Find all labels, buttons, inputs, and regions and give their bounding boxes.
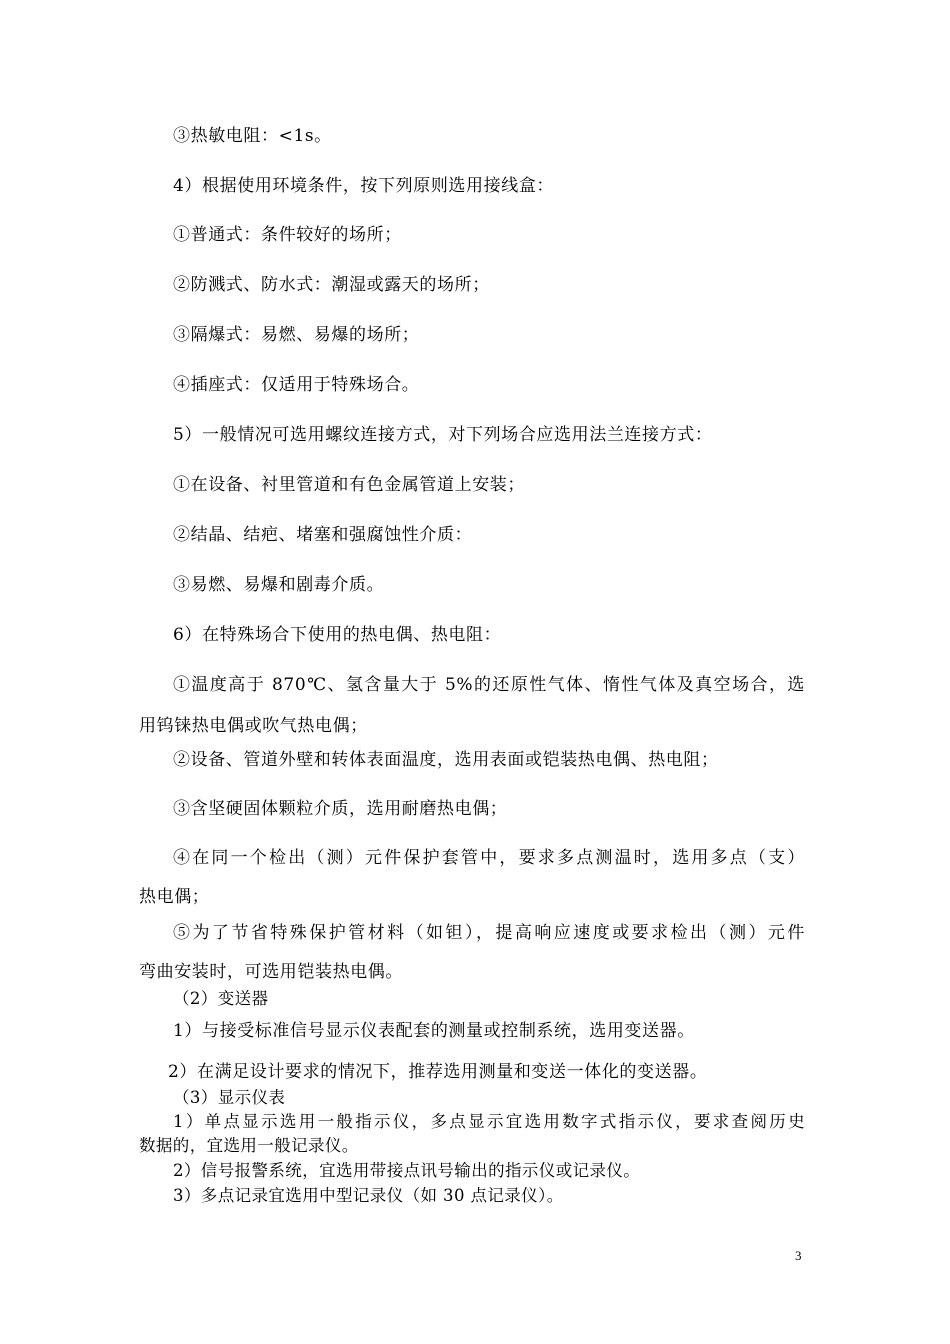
paragraph-line: ③热敏电阻：<1s。	[173, 126, 332, 146]
paragraph-line: 1）与接受标准信号显示仪表配套的测量或控制系统，选用变送器。	[173, 1021, 695, 1041]
paragraph-line: 2）在满足设计要求的情况下，推荐选用测量和变送一体化的变送器。	[168, 1062, 708, 1082]
paragraph-line: 1）单点显示选用一般指示仪，多点显示宜选用数字式指示仪，要求查阅历史	[173, 1112, 805, 1131]
page-number: 3	[795, 1248, 802, 1263]
paragraph-line: ①在设备、衬里管道和有色金属管道上安装；	[173, 475, 525, 495]
paragraph-line: 6）在特殊场合下使用的热电偶、热电阻：	[173, 625, 502, 645]
paragraph-line: 2）信号报警系统，宜选用带接点讯号输出的指示仪或记录仪。	[173, 1161, 641, 1180]
paragraph-line: ④在同一个检出（测）元件保护套管中，要求多点测温时，选用多点（支）	[173, 848, 805, 868]
paragraph-line: 热电偶；	[139, 887, 210, 907]
paragraph-line: ②设备、管道外壁和转体表面温度，选用表面或铠装热电偶、热电阻；	[173, 750, 719, 770]
paragraph-line: ⑤为了节省特殊保护管材料（如钽），提高响应速度或要求检出（测）元件	[173, 923, 805, 943]
paragraph-line: 4）根据使用环境条件，按下列原则选用接线盒：	[173, 176, 555, 196]
paragraph-line: ②防溅式、防水式：潮湿或露天的场所；	[173, 275, 490, 295]
paragraph-line: 用钨铼热电偶或吹气热电偶；	[139, 716, 368, 736]
paragraph-line: ③易燃、易爆和剧毒介质。	[173, 575, 385, 595]
paragraph-line: 数据的，宜选用一般记录仪。	[139, 1136, 359, 1155]
paragraph-line: ③隔爆式：易燃、易爆的场所；	[173, 325, 420, 345]
paragraph-line: ①温度高于 870℃、氢含量大于 5%的还原性气体、惰性气体及真空场合，选	[173, 675, 805, 695]
paragraph-line: ①普通式：条件较好的场所；	[173, 225, 402, 245]
section-heading: （3）显示仪表	[173, 1088, 286, 1107]
paragraph-line: 5）一般情况可选用螺纹连接方式，对下列场合应选用法兰连接方式：	[173, 425, 713, 445]
paragraph-line: ④插座式：仅适用于特殊场合。	[173, 375, 420, 395]
paragraph-line: 3）多点记录宜选用中型记录仪（如 30 点记录仪）。	[173, 1186, 564, 1205]
section-heading: （2）变送器	[173, 989, 269, 1008]
paragraph-line: 弯曲安装时，可选用铠装热电偶。	[139, 962, 403, 982]
paragraph-line: ③含坚硬固体颗粒介质，选用耐磨热电偶；	[173, 799, 508, 819]
paragraph-line: ②结晶、结疤、堵塞和强腐蚀性介质：	[173, 525, 473, 545]
